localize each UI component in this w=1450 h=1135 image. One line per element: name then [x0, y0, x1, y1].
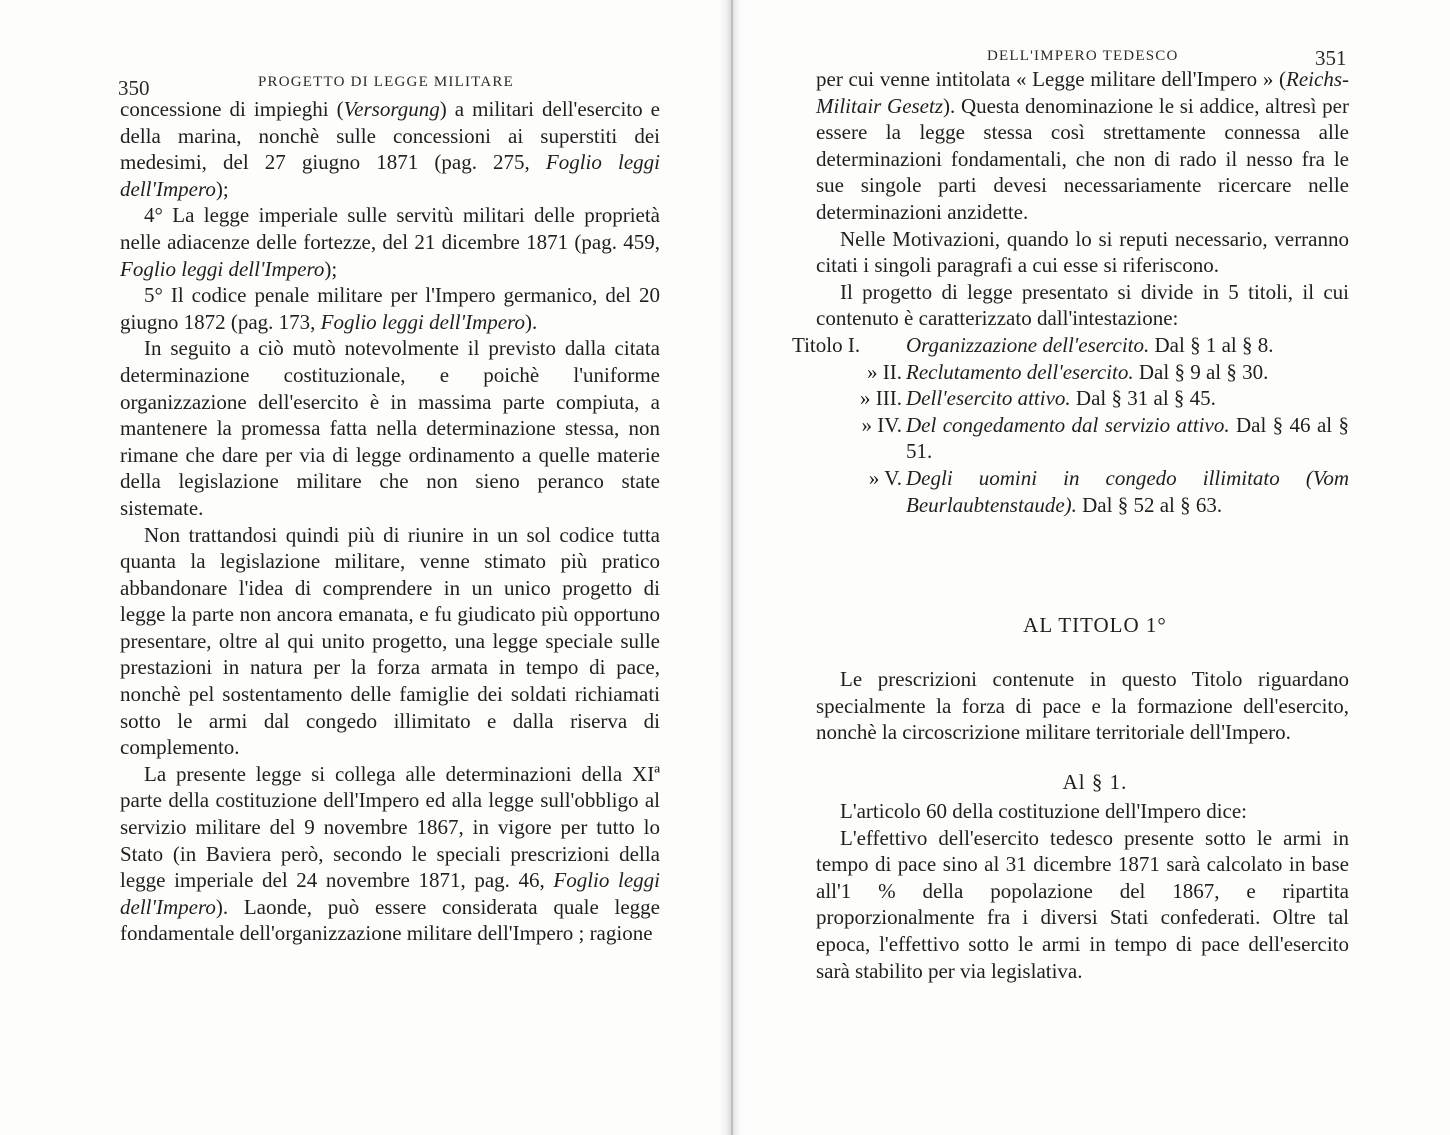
title-number: » III.: [860, 386, 902, 411]
titles-list: [792, 332, 1349, 518]
title-entry: [816, 359, 1349, 386]
paragraph: [816, 798, 1349, 825]
text-run: Dal § 1 al § 8.: [1149, 332, 1274, 357]
paragraph: [816, 66, 1349, 226]
italic-text: Reichs-Militair Gesetz: [816, 67, 1349, 118]
title-number: » V.: [868, 465, 902, 490]
text-run: Dal § 52 al § 63.: [1076, 492, 1223, 517]
text-run: L'effettivo dell'esercito tedesco presente sotto le armi in tempo di pace sino al 31 dicembre 1871 sarà calcolato in base all'1 % della popolazione del 1867, e ripartita proporzionalmente fra i diversi Stati confederati. Oltre tal epoca, l'effettivo sotto le armi in tempo di pace dell'esercito sarà stabilito per via legislativa.: [816, 825, 1349, 983]
left-page: [0, 0, 720, 1135]
text-run: per cui venne intitolata « Legge militare dell'Impero » (: [816, 67, 1287, 91]
text-run: ). Laonde, può essere considerata quale legge fondamentale dell'organizzazione militare dell'Impero ; ragione: [120, 894, 660, 946]
text-run: concessione di impieghi (: [120, 97, 344, 121]
left-paragraphs: [120, 96, 660, 947]
title-entry: [792, 332, 1349, 359]
section-text: [816, 666, 1349, 746]
text-run: In seguito a ciò mutò notevolmente il previsto dalla citata determinazione costituzionale, e poichè l'uniforme organizzazione dell'esercito è in massima parte compiuta, a mantenere la promessa fatta nella determinazione stessa, non rimane che dare per via di legge ordinamento a quelle materie della legislazione militare che non sieno peranco state sistemate.: [120, 336, 660, 520]
subsection-paragraphs: [816, 798, 1349, 984]
paragraph: [816, 825, 1349, 985]
book-gutter: [718, 0, 742, 1135]
text-run: Nelle Motivazioni, quando lo si reputi necessario, verranno citati i singoli paragrafi a cui esse si riferiscono.: [816, 226, 1349, 278]
italic-text: Reclutamento dell'esercito.: [906, 359, 1134, 384]
text-run: );: [215, 176, 229, 201]
title-number: Titolo I.: [792, 332, 861, 357]
paragraph: [816, 666, 1349, 746]
text-run: Dal § 9 al § 30.: [1133, 359, 1269, 384]
right-intro-paragraphs: [816, 66, 1349, 332]
right-page: [740, 0, 1450, 1135]
italic-text: Del congedamento dal servizio attivo.: [906, 412, 1230, 437]
italic-text: Dell'esercito attivo.: [906, 386, 1071, 411]
paragraph: [816, 226, 1349, 279]
paragraph: [120, 96, 660, 202]
paragraph: [120, 761, 660, 947]
page-number: 351: [1315, 46, 1347, 70]
text-run: Dal § 46 al § 51.: [906, 412, 1349, 464]
italic-text: Foglio leggi dell'Impero: [120, 150, 660, 201]
text-run: L'articolo 60 della costituzione dell'Impero dice:: [840, 799, 1248, 823]
section-heading: AL TITOLO 1°: [1023, 613, 1167, 637]
italic-text: Foglio leggi dell'Impero: [120, 868, 660, 919]
title-number: » II.: [867, 359, 902, 384]
text-run: 5° Il codice penale militare per l'Impero germanico, del 20 giugno 1872 (pag. 173,: [120, 283, 660, 334]
text-run: ) a militari dell'esercito e della marina, nonchè sulle concessioni ai superstiti dei medesimi, del 27 giugno 1871 (pag. 275,: [120, 97, 661, 175]
text-run: Le prescrizioni contenute in questo Titolo riguardano specialmente la forza di pace e la formazione dell'esercito, nonchè la circoscrizione militare territoriale dell'Impero.: [816, 667, 1349, 745]
running-head: PROGETTO DI LEGGE MILITARE: [258, 74, 514, 90]
subsection-text: [816, 798, 1349, 984]
subsection-heading: Al § 1.: [1062, 770, 1128, 794]
text-run: Non trattandosi quindi più di riunire in un sol codice tutta quanta la legislazione militare, venne stimato più pratico abbandonare l'idea di comprendere in un unico progetto di legge la parte non ancora emanata, e fu giudicato più opportuno presentare, oltre al qui unito progetto, una legge speciale sulle prestazioni in natura per la forza armata in tempo di pace, nonchè pel sostentamento delle famiglie dei soldati richiamati sotto le armi dal congedo illimitato e dalla riserva di complemento.: [120, 522, 660, 760]
paragraph: [120, 282, 660, 335]
title-entry: [816, 385, 1349, 412]
section-paragraphs: [816, 666, 1349, 746]
title-entry: [816, 412, 1349, 465]
text-run: 4° La legge imperiale sulle servitù militari delle proprietà nelle adiacenze delle fortezze, del 21 dicembre 1871 (pag. 459,: [120, 203, 660, 254]
italic-text: Organizzazione dell'esercito.: [906, 332, 1150, 357]
left-body-text: [120, 96, 660, 947]
paragraph: [120, 335, 660, 521]
text-run: Il progetto di legge presentato si divide in 5 titoli, il cui contenuto è caratterizzato dall'intestazione:: [816, 279, 1349, 331]
page-number: 350: [118, 76, 150, 100]
text-run: ). Questa denominazione le si addice, altresì per essere la legge stessa così strettamente connessa alle determinazioni fondamentali, che non di rado il nesso fra le sue singole parti devesi necessariamente ricercare nelle determinazioni anzidette.: [816, 93, 1349, 224]
text-run: La presente legge si collega alle determinazioni della XIª parte della costituzione dell'Impero ed alla legge sull'obbligo al servizio militare del 9 novembre 1867, in vigore per tutto lo Stato (in Baviera però, secondo le speciali prescrizioni della legge imperiale del 24 novembre 1871, pag. 46,: [120, 761, 660, 893]
paragraph: [120, 202, 660, 282]
italic-text: Foglio leggi dell'Impero: [320, 309, 525, 334]
paragraph: [120, 522, 660, 761]
page-fold: [731, 0, 733, 1135]
italic-text: Foglio leggi dell'Impero: [120, 256, 325, 281]
right-intro-text: [792, 66, 1349, 518]
paragraph: [816, 279, 1349, 332]
italic-text: Versorgung: [343, 97, 440, 121]
title-entry: [816, 465, 1349, 518]
text-run: Dal § 31 al § 45.: [1070, 386, 1216, 411]
title-number: » IV.: [861, 412, 902, 437]
italic-text: Degli uomini in congedo illimitato (Vom Beurlaubtenstaude).: [906, 465, 1349, 517]
text-run: ).: [525, 309, 538, 334]
text-run: );: [324, 256, 338, 281]
running-head: DELL'IMPERO TEDESCO: [987, 48, 1179, 64]
